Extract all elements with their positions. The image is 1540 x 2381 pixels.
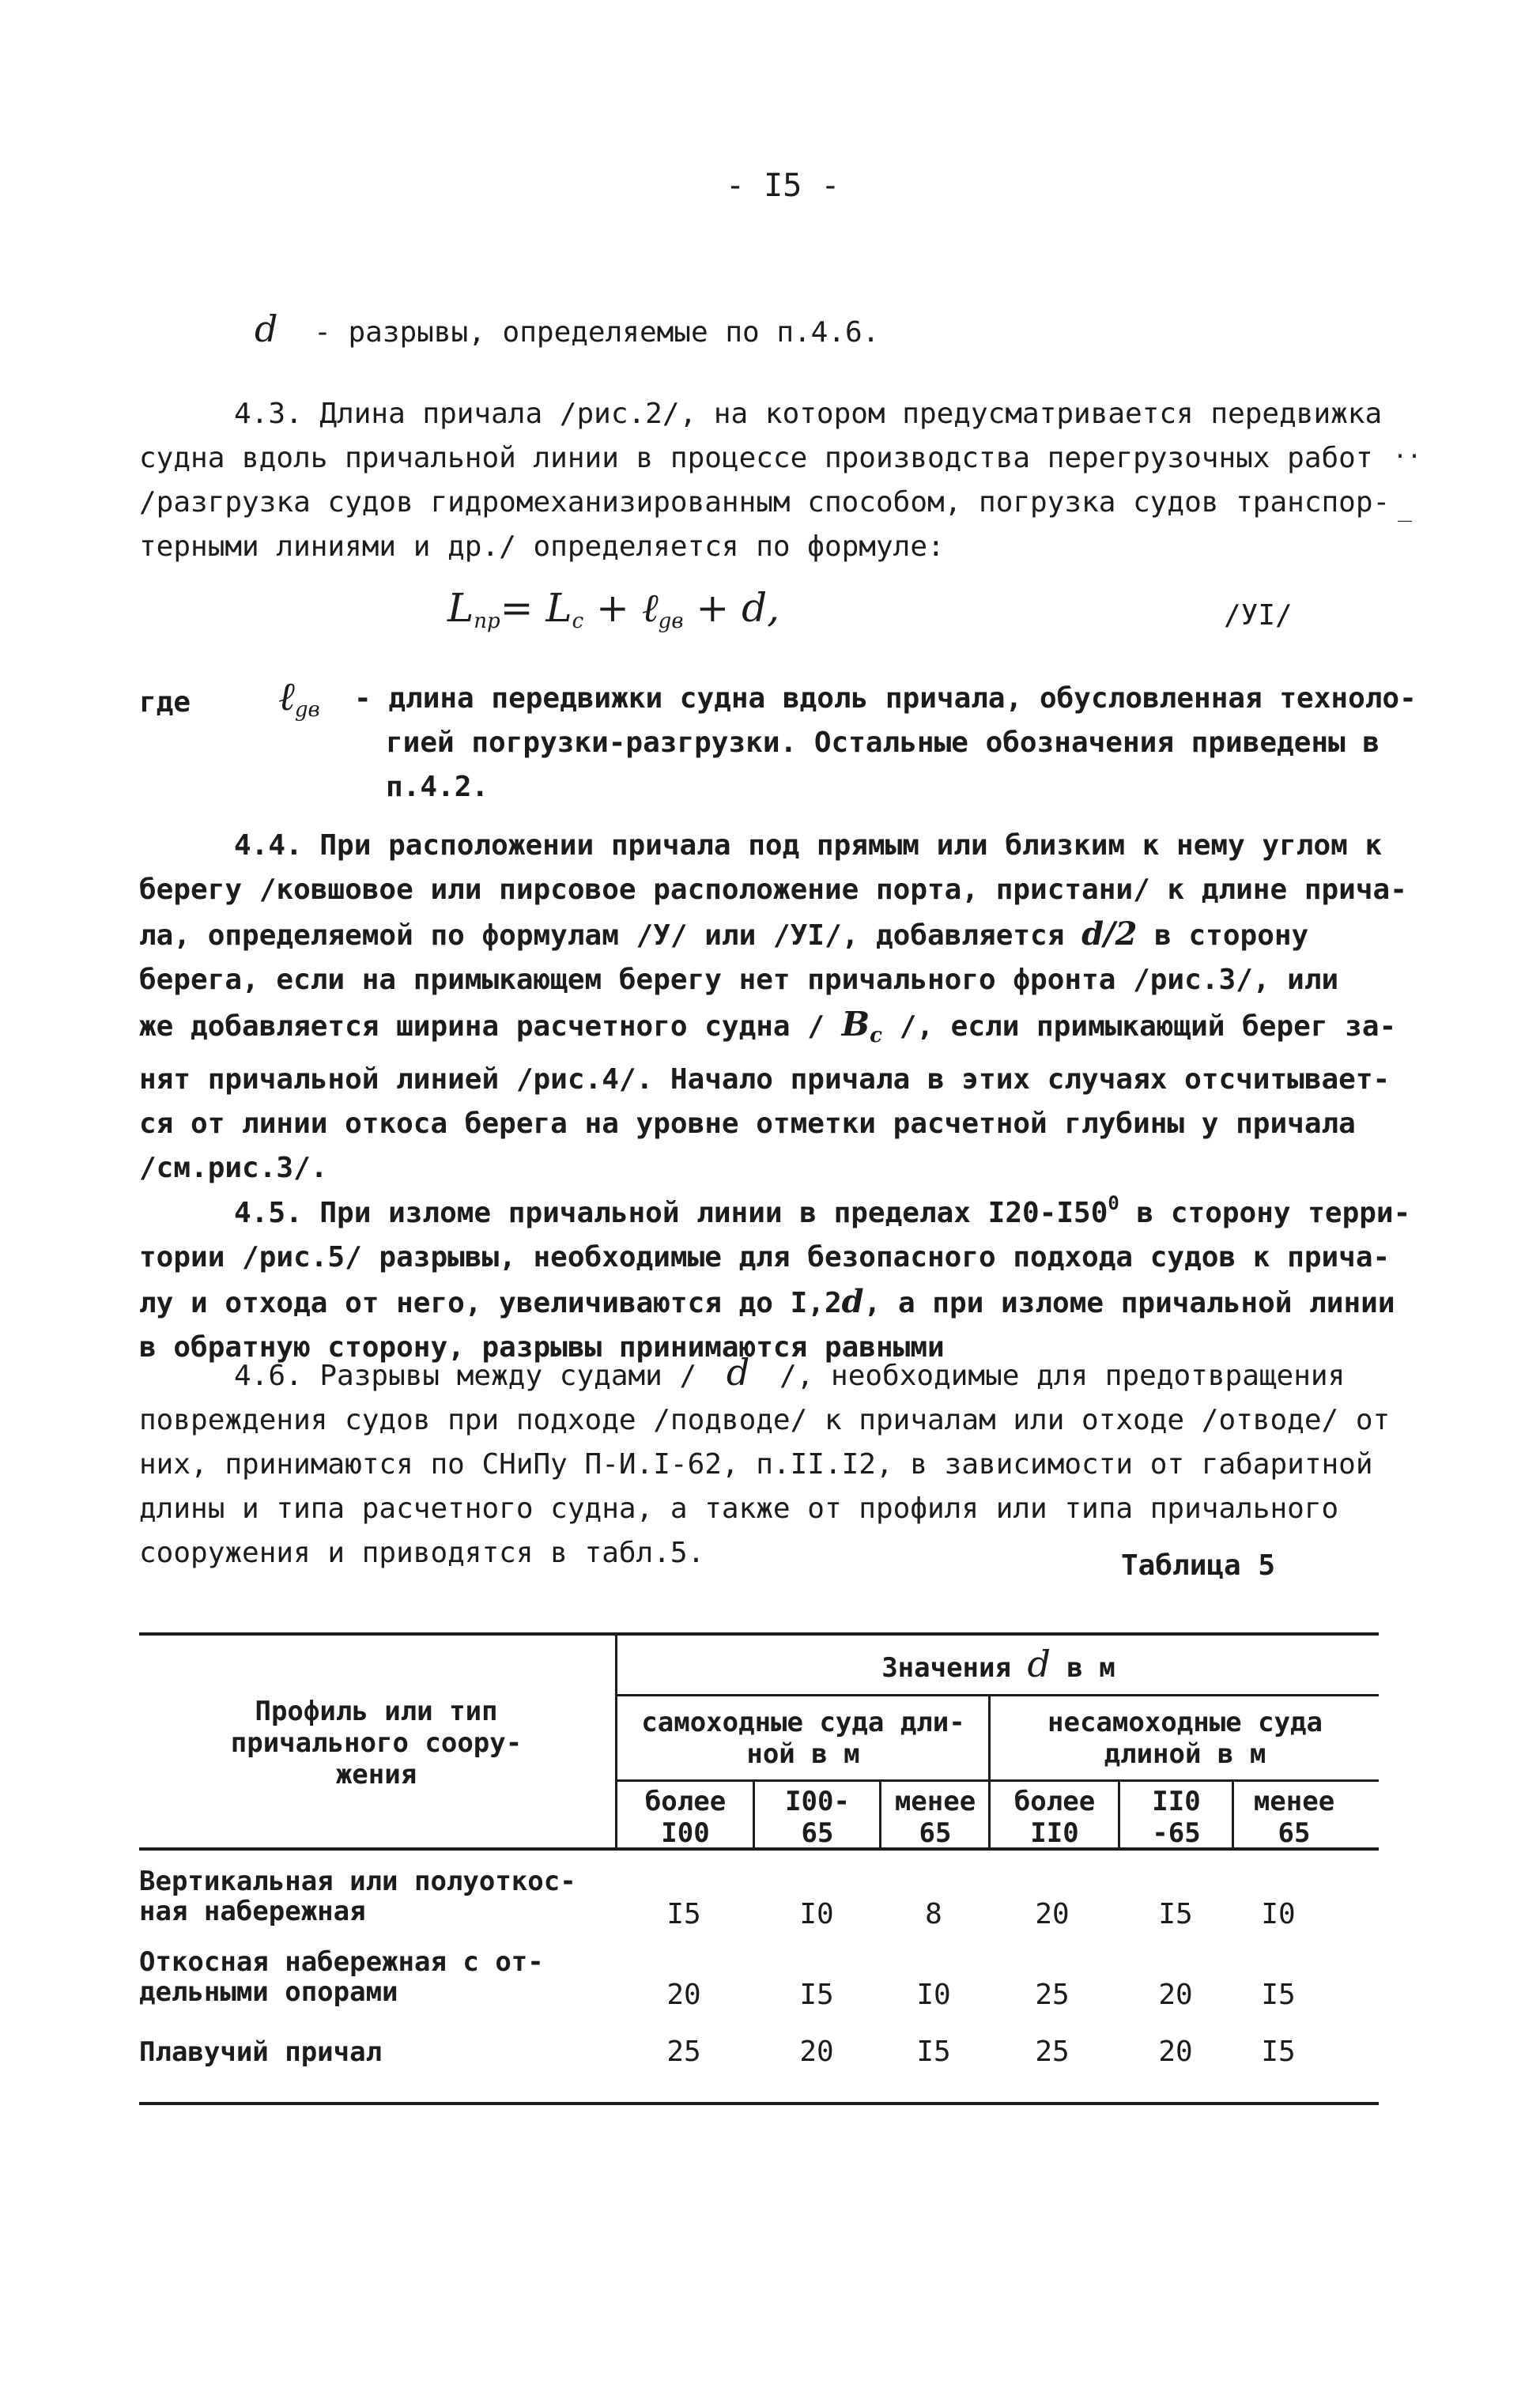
d-symbol: d bbox=[1027, 1643, 1051, 1685]
subcol-header: I00- 65 bbox=[785, 1786, 850, 1849]
table-cell: 25 bbox=[666, 2036, 701, 2068]
para-4-5-line: 4.5. При изломе причальной линии в пределах $I20-I50^0$ в сторону терри- bbox=[234, 1192, 1411, 1229]
table-cell: I0 bbox=[916, 1979, 951, 2011]
para-4-3 bbox=[139, 392, 1390, 569]
d-symbol: d bbox=[726, 1351, 750, 1394]
table-rule bbox=[617, 1779, 1379, 1782]
subcol-header: более II0 bbox=[1013, 1786, 1096, 1849]
table-cell: 25 bbox=[1035, 2036, 1070, 2068]
para-4-5-line: лу и отхода от него, увеличиваются до I,2d, а при изломе причальной линии bbox=[139, 1283, 1395, 1320]
para-4-4 bbox=[139, 824, 1407, 1190]
table-vrule bbox=[988, 1694, 991, 1851]
formula-Lc: L bbox=[545, 585, 572, 631]
table-caption: Таблица 5 bbox=[1121, 1549, 1276, 1582]
para-4-4-line: ся от линии откоса берега на уровне отметки расчетной глубины у причала bbox=[139, 1107, 1356, 1140]
table-cell: 20 bbox=[666, 1979, 701, 2011]
where-text bbox=[354, 677, 1417, 809]
para-4-5-line: тории /рис.5/ разрывы, необходимые для безопасного подхода судов к прича- bbox=[139, 1241, 1391, 1274]
table-cell: I5 bbox=[799, 1979, 834, 2011]
para-4-4-line: берегу /ковшовое или пирсовое расположение порта, пристани/ к длине прича- bbox=[139, 874, 1407, 906]
table-cell: I5 bbox=[1158, 1898, 1193, 1930]
para-4-4-line: /см.рис.3/. bbox=[139, 1152, 328, 1184]
d-definition-text: - разрывы, определяемые по п.4.6. bbox=[314, 316, 880, 349]
continuation-mark: _ bbox=[1398, 495, 1413, 523]
table-cell: 20 bbox=[1158, 1979, 1193, 2011]
table-cell: I5 bbox=[666, 1898, 701, 1930]
table-vrule bbox=[1118, 1779, 1120, 1851]
d-half-symbol: d/2 bbox=[1081, 915, 1138, 953]
para-4-6-line: них, принимаются по СНиПу П-И.I-62, п.II.I2, в зависимости от габаритной bbox=[139, 1448, 1373, 1481]
header-self-propelled: самоходные суда дли- ной в м bbox=[641, 1707, 965, 1770]
para-4-3-line: судна вдоль причальной линии в процессе производства перегрузочных работ bbox=[139, 442, 1373, 474]
table-cell: I5 bbox=[916, 2036, 951, 2068]
table-vrule bbox=[1232, 1779, 1234, 1851]
table-cell: I5 bbox=[1261, 2036, 1296, 2068]
para-4-6-line: сооружения и приводятся в табл.5. bbox=[139, 1537, 705, 1569]
table-cell: I0 bbox=[1261, 1898, 1296, 1930]
header-profile: Профиль или тип причального соору- жения bbox=[230, 1696, 523, 1790]
where-label: где bbox=[139, 686, 191, 719]
formula-l: ℓ bbox=[641, 585, 659, 631]
table-cell: 20 bbox=[1035, 1898, 1070, 1930]
formula-vi bbox=[447, 585, 779, 633]
d-symbol: d bbox=[841, 1283, 864, 1320]
subcol-header: менее 65 bbox=[1253, 1786, 1335, 1849]
continuation-mark: .. bbox=[1393, 436, 1422, 464]
subcol-header: менее 65 bbox=[894, 1786, 976, 1849]
formula-Lc-sub: c bbox=[572, 609, 584, 633]
para-4-4-line: 4.4. При расположении причала под прямым или близким к нему углом к bbox=[234, 829, 1383, 862]
table-5 bbox=[139, 1632, 1379, 2107]
table-cell: 25 bbox=[1035, 1979, 1070, 2011]
header-non-self-propelled: несамоходные суда длиной в м bbox=[1047, 1707, 1323, 1770]
header-values: Значения d в м bbox=[881, 1643, 1115, 1685]
formula-eq: = bbox=[500, 585, 546, 631]
Bc-symbol: B bbox=[841, 1005, 870, 1043]
subcol-header: II0 -65 bbox=[1152, 1786, 1201, 1849]
formula-d: d, bbox=[742, 585, 780, 631]
subcol-header: более I00 bbox=[644, 1786, 727, 1849]
where-l: ℓ bbox=[278, 674, 295, 719]
formula-L: L bbox=[447, 585, 474, 631]
table-bottom-rule bbox=[139, 2102, 1379, 2105]
table-vrule bbox=[615, 1632, 617, 1851]
table-cell: I5 bbox=[1261, 1979, 1296, 2011]
para-4-6-line: повреждения судов при подходе /подводе/ к причалам или отходе /отводе/ от bbox=[139, 1404, 1391, 1436]
row-label: Откосная набережная с от- дельными опорами bbox=[139, 1946, 544, 2008]
para-4-3-line: терными линиями и др./ определяется по формуле: bbox=[139, 530, 945, 563]
table-cell: 20 bbox=[799, 2036, 834, 2068]
where-line: - длина передвижки судна вдоль причала, обусловленная техноло- bbox=[354, 682, 1417, 715]
table-rule bbox=[617, 1694, 1379, 1696]
formula-l-sub: gв bbox=[658, 609, 684, 633]
row-label: Вертикальная или полуоткос- ная набережная bbox=[139, 1866, 576, 1927]
para-4-6 bbox=[139, 1350, 1390, 1575]
where-line: гией погрузки-разгрузки. Остальные обозначения приведены в bbox=[386, 726, 1380, 759]
para-4-4-line: ла, определяемой по формулам /У/ или /УI/, добавляется d/2 в сторону bbox=[139, 915, 1309, 953]
where-symbol bbox=[278, 674, 320, 722]
formula-L-sub: пр bbox=[474, 609, 500, 633]
where-line: п.4.2. bbox=[386, 771, 489, 803]
d-symbol: d bbox=[255, 308, 278, 350]
para-4-5 bbox=[139, 1181, 1410, 1370]
para-4-6-line: длины и типа расчетного судна, а также от профиля или типа причального bbox=[139, 1492, 1339, 1525]
table-cell: I0 bbox=[799, 1898, 834, 1930]
para-4-4-line: берега, если на примыкающем берегу нет причального фронта /рис.3/, или bbox=[139, 964, 1339, 996]
table-vrule bbox=[753, 1779, 755, 1851]
table-vrule bbox=[879, 1779, 881, 1851]
table-cell: 20 bbox=[1158, 2036, 1193, 2068]
para-4-5-line: в обратную сторону, разрывы принимаются равными bbox=[139, 1331, 945, 1364]
para-4-6-line: 4.6. Разрывы между судами / d /, необходимые для предотвращения bbox=[234, 1351, 1346, 1394]
para-4-4-line: же добавляется ширина расчетного судна / $B_c$ /, если примыкающий берег за- bbox=[139, 1005, 1397, 1047]
para-4-3-line: 4.3. Длина причала /рис.2/, на котором предусматривается передвижка bbox=[234, 398, 1383, 430]
table-top-rule bbox=[139, 1632, 1379, 1636]
row-label: Плавучий причал bbox=[139, 2036, 383, 2068]
where-l-sub: gв bbox=[294, 698, 320, 722]
para-4-3-line: /разгрузка судов гидромеханизированным способом, погрузка судов транспор- bbox=[139, 486, 1391, 519]
page-number: - I5 - bbox=[726, 168, 840, 204]
formula-plus: + bbox=[683, 585, 742, 631]
formula-plus: + bbox=[583, 585, 642, 631]
para-4-4-line: нят причальной линией /рис.4/. Начало причала в этих случаях отсчитывает- bbox=[139, 1063, 1391, 1096]
table-cell: 8 bbox=[925, 1898, 942, 1930]
formula-number: /УI/ bbox=[1224, 599, 1293, 632]
d-definition bbox=[255, 307, 879, 355]
